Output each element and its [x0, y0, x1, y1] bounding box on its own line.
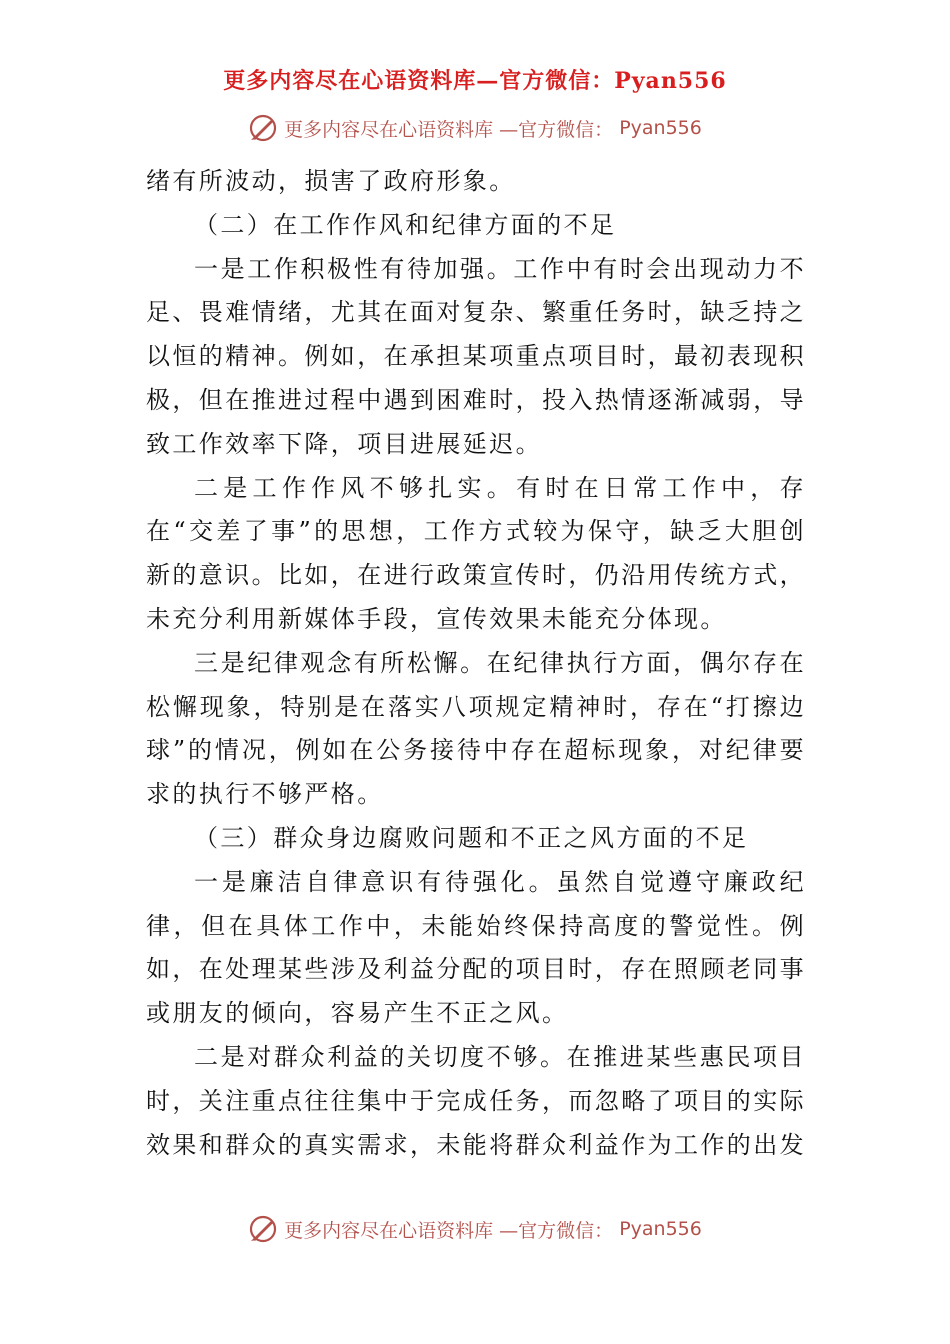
paragraph: 三是纪律观念有所松懈。在纪律执行方面，偶尔存在松懈现象，特别是在落实八项规定精神时，存在“打擦边球”的情况，例如在公务接待中存在超标现象，对纪律要求的执行不够严格。	[146, 648, 806, 809]
paragraph: 二是对群众利益的关切度不够。在推进某些惠民项目时，关注重点往往集中于完成任务，而忽略了项目的实际效果和群众的真实需求，未能将群众利益作为工作的出发	[146, 1042, 806, 1159]
paragraph: 一是廉洁自律意识有待强化。虽然自觉遵守廉政纪律，但在具体工作中，未能始终保持高度的警觉性。例如，在处理某些涉及利益分配的项目时，存在照顾老同事或朋友的倾向，容易产生不正之风。	[146, 867, 806, 1028]
header-watermark	[0, 113, 950, 143]
watermark-text: 更多内容尽在心语资料库	[284, 118, 494, 141]
footer-watermark	[0, 1214, 950, 1244]
document-body	[146, 160, 806, 1167]
watermark-dash: —官方微信：	[499, 118, 614, 141]
section-heading: （三）群众身边腐败问题和不正之风方面的不足	[194, 823, 749, 852]
watermark-id: Pyan556	[619, 117, 702, 139]
watermark-id: Pyan556	[619, 1218, 702, 1240]
paragraph: 一是工作积极性有待加强。工作中有时会出现动力不足、畏难情绪，尤其在面对复杂、繁重任务时，缺乏持之以恒的精神。例如，在承担某项重点项目时，最初表现积极，但在推进过程中遇到困难时，投入热情逐渐减弱，导致工作效率下降，项目进展延迟。	[146, 254, 806, 458]
watermark-dash: —官方微信：	[499, 1219, 614, 1242]
section-heading: （二）在工作作风和纪律方面的不足	[194, 210, 617, 239]
paragraph: 绪有所波动，损害了政府形象。	[146, 167, 516, 195]
watermark-text: 更多内容尽在心语资料库	[284, 1219, 494, 1242]
paragraph: 二是工作作风不够扎实。有时在日常工作中，存在“交差了事”的思想，工作方式较为保守，缺乏大胆创新的意识。比如，在进行政策宣传时，仍沿用传统方式，未充分利用新媒体手段，宣传效果未能充分体现。	[146, 473, 806, 633]
pen-logo-icon	[248, 113, 278, 143]
header-banner: 更多内容尽在心语资料库—官方微信：Pyan556	[223, 68, 727, 94]
pen-logo-icon	[248, 1214, 278, 1244]
